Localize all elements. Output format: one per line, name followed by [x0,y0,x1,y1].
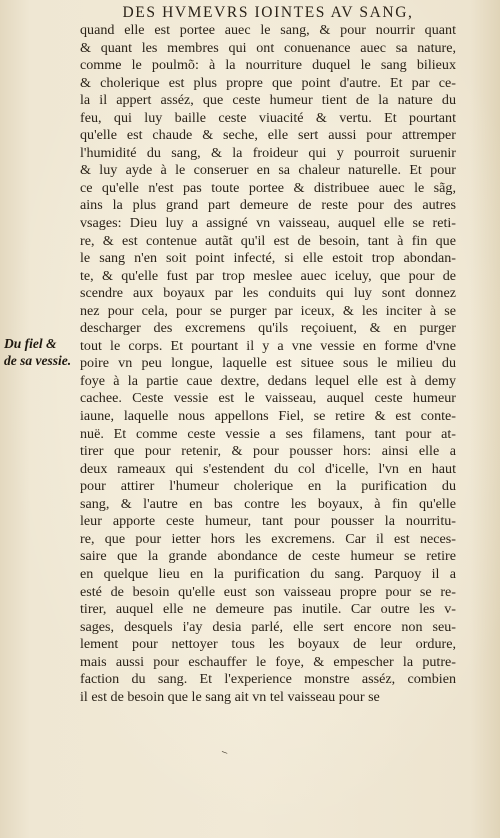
text-line: leur apporte ceste humeur, tant pour pousser la nourritu- [80,513,456,530]
running-head: DES HVMEVRS IOINTES AV SANG, [122,4,414,21]
text-line: nez pour cela, pour se purger par iceux, & les inciter à se [80,302,456,319]
text-line: l'humidité du sang, & la froideur qui y pourroit suruenir [80,144,456,161]
text-line: descharger des excremens qu'ils reçoiuent, & en purger [80,320,456,337]
text-line: ains la plus grand part demeure de reste pour des autres [80,197,456,214]
text-line: vsages: Dieu luy a assigné vn vaisseau, auquel elle se reti- [80,215,456,232]
text-line: en quelque lieu en la purification du sang. Parquoy il a [80,565,456,582]
text-line: tirer, auquel elle ne demeure pas inutile. Car outre les v- [80,601,456,618]
text-line: ce qu'elle n'est pas toute portee & distribuee auec le sãg, [80,179,456,196]
margin-note-line: de sa vessie. [4,353,72,368]
text-line: cachee. Ceste vessie est le vaisseau, auquel ceste humeur [80,390,456,407]
text-line: tirer que pour retenir, & pour pousser hors: ainsi elle a [80,443,456,460]
text-line: te, & qu'elle fust par trop meslee auec iceluy, que pour de [80,267,456,284]
text-line: re, que pour ietter hors les excremens. Car il est neces- [80,530,456,547]
text-line: comme le poulmõ: à la nourriture duquel le sang bilieux [80,57,456,74]
text-line: mais aussi pour eschauffer le foye, & empescher la putre- [80,653,456,670]
text-line: sang, & l'autre en bas contre les boyaux, à fin qu'elle [80,495,456,512]
text-line: foye à la partie caue dextre, dedans lequel elle est à demy [80,372,456,389]
text-line: nuë. Et comme ceste vessie a ses filamens, tant pour at- [80,425,456,442]
text-line: saire que la grande abondance de ceste humeur se retire [80,548,456,565]
text-line: faction du sang. Et l'experience monstre asséz, combien [80,671,456,688]
text-line: & luy ayde à le conseruer en sa chaleur naturelle. Et pour [80,162,456,179]
text-line: pour attirer l'humeur cholerique en la purification du [80,478,456,495]
text-line: deux rameaux qui s'estendent du col d'icelle, l'vn en haut [80,460,456,477]
text-line: sages, desquels i'ay desia parlé, elle sert encore non seu- [80,618,456,635]
margin-note [4,335,76,369]
text-line: quand elle est portee auec le sang, & pour nourrir quant [80,22,456,38]
text-line: la il appert asséz, que ceste humeur tient de la nature du [80,92,456,109]
text-line: le sang n'en soit point infecté, si elle estoit trop abondan- [80,250,456,267]
text-line: scendre aux boyaux par les conduits qui luy sont donnez [80,285,456,302]
text-line: re, & est contenue autãt qu'il est de besoin, tant à fin que [80,232,456,249]
ink-mark: ‒ [220,745,230,759]
text-line: feu, qui luy baille ceste viuacité & vertu. Et pourtant [80,109,456,126]
text-line: il est de besoin que le sang ait vn tel vaisseau pour se [80,688,380,705]
text-line: iaune, laquelle nous appellons Fiel, se retire & est conte- [80,408,456,425]
margin-note-line: Du fiel & [4,336,57,351]
text-line: & quant les membres qui ont conuenance auec sa nature, [80,39,456,56]
text-line: qu'elle est chaude & seche, elle sert aussi pour attremper [80,127,456,144]
text-line: poire vn peu longue, laquelle est situee sous le milieu du [80,355,456,372]
text-line: esté de besoin qu'elle eust son vaisseau propre pour se re- [80,583,456,600]
text-line: & cholerique est plus propre que point d'autre. Et par ce- [80,74,456,91]
body-text [80,22,456,706]
text-line: tout le corps. Et pourtant il y a vne vessie en forme d'vne [80,337,456,354]
text-line: lement pour nettoyer tous les boyaux de leur ordure, [80,636,456,653]
